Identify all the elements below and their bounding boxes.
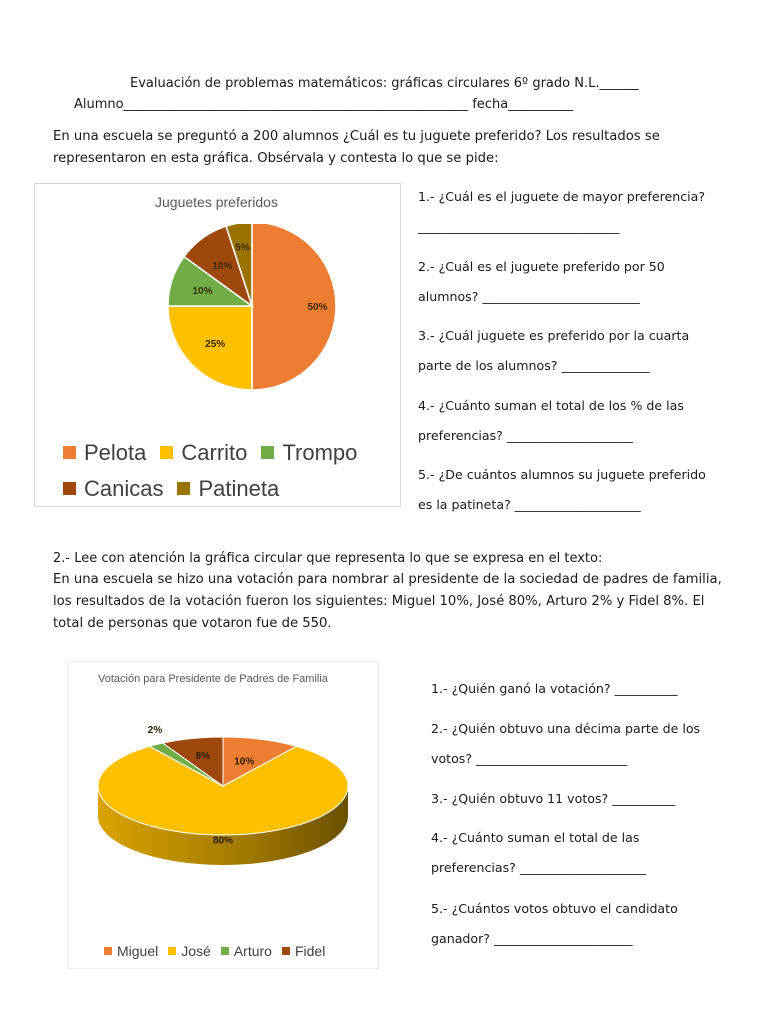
s2-question-4: 4.- ¿Cuánto suman el total de las preferencias? ____________________ xyxy=(431,830,646,875)
chart2-legend xyxy=(104,942,384,959)
legend-label-trompo: Trompo xyxy=(282,440,358,465)
legend-item-patineta xyxy=(177,471,279,506)
s1-question-1 xyxy=(418,182,718,242)
data-label-canicas: 10% xyxy=(212,261,233,273)
legend-label-fidel: Fidel xyxy=(294,943,326,959)
legend-label-jose: José xyxy=(181,943,211,959)
s2-question-3: 3.- ¿Quién obtuvo 11 votos? __________ xyxy=(431,791,676,806)
legend-swatch-jose xyxy=(168,947,176,955)
legend-item-trompo xyxy=(261,435,357,470)
vote-pie-chart xyxy=(67,661,379,969)
legend-swatch-canicas xyxy=(63,482,76,495)
legend-label-carrito: Carrito xyxy=(181,440,248,465)
data-label-miguel: 10% xyxy=(234,756,255,768)
section1-intro: En una escuela se preguntó a 200 alumnos ¿Cuál es tu juguete preferido? Los resultados se representaron en esta gráfica. Obsérvala y contesta lo que se pide: xyxy=(53,129,660,166)
s1-question-3: 3.- ¿Cuál juguete es preferido por la cuarta parte de los alumnos? ______________ xyxy=(418,328,690,373)
s1-question-1-text: 1.- ¿Cuál es el juguete de mayor preferencia? xyxy=(418,189,706,204)
s2-question-1: 1.- ¿Quién ganó la votación? __________ xyxy=(431,681,678,696)
legend-label-patineta: Patineta xyxy=(198,476,280,501)
s2-question-2: 2.- ¿Quién obtuvo una décima parte de los votos? ________________________ xyxy=(431,721,701,766)
section2-body: En una escuela se hizo una votación para nombrar al presidente de la sociedad de padres de familia, los resultados de la votación fueron los siguientes: Miguel 10%, José 80%, Arturo 2% y Fidel 8%. El total de personas que votaron fue de 550. xyxy=(53,572,722,631)
legend-item-canicas xyxy=(63,471,163,506)
s2-question-5: 5.- ¿Cuántos votos obtuvo el candidato ganador? ______________________ xyxy=(431,901,678,946)
legend-swatch-patineta xyxy=(177,482,190,495)
legend-item-arturo xyxy=(221,943,272,959)
chart2-pie xyxy=(68,702,378,932)
legend-label-miguel: Miguel xyxy=(117,943,159,959)
toys-pie-chart xyxy=(34,183,401,507)
legend-swatch-carrito xyxy=(160,446,173,459)
chart1-legend xyxy=(63,434,393,506)
legend-swatch-fidel xyxy=(282,947,290,955)
legend-swatch-miguel xyxy=(104,947,112,955)
chart2-title: Votación para Presidente de Padres de Familia xyxy=(98,673,328,685)
chart1-title: Juguetes preferidos xyxy=(155,194,278,210)
legend-swatch-pelota xyxy=(63,446,76,459)
worksheet-title: Evaluación de problemas matemáticos: gráficas circulares 6º grado N.L.______ xyxy=(130,76,639,91)
legend-item-fidel xyxy=(282,943,325,959)
s1-question-1-blank: ________________________________ xyxy=(418,219,620,234)
data-label-patineta: 5% xyxy=(235,242,250,254)
legend-item-pelota xyxy=(63,435,146,470)
s1-question-4: 4.- ¿Cuánto suman el total de los % de las preferencias? ____________________ xyxy=(418,398,684,443)
legend-swatch-trompo xyxy=(261,446,274,459)
legend-item-miguel xyxy=(104,943,158,959)
data-label-arturo: 2% xyxy=(147,725,163,736)
data-label-pelota: 50% xyxy=(307,302,328,313)
section2-heading: 2.- Lee con atención la gráfica circular que representa lo que se expresa en el texto: xyxy=(53,551,603,566)
data-label-carrito: 25% xyxy=(205,338,226,350)
student-name-date-line: Alumno_____________________________________________________ fecha__________ xyxy=(74,97,574,112)
chart1-pie xyxy=(35,224,400,464)
legend-label-pelota: Pelota xyxy=(84,440,147,465)
legend-item-carrito xyxy=(160,435,247,470)
s1-question-2: 2.- ¿Cuál es el juguete preferido por 50 alumnos? _________________________ xyxy=(418,259,665,304)
data-label-trompo: 10% xyxy=(192,285,213,297)
data-label-jose: 80% xyxy=(212,835,234,847)
legend-label-arturo: Arturo xyxy=(233,943,272,959)
data-label-fidel: 8% xyxy=(195,751,211,763)
legend-label-canicas: Canicas xyxy=(84,476,164,501)
legend-item-jose xyxy=(168,943,211,959)
legend-swatch-arturo xyxy=(221,947,229,955)
s1-question-5: 5.- ¿De cuántos alumnos su juguete preferido es la patineta? ____________________ xyxy=(418,467,706,512)
